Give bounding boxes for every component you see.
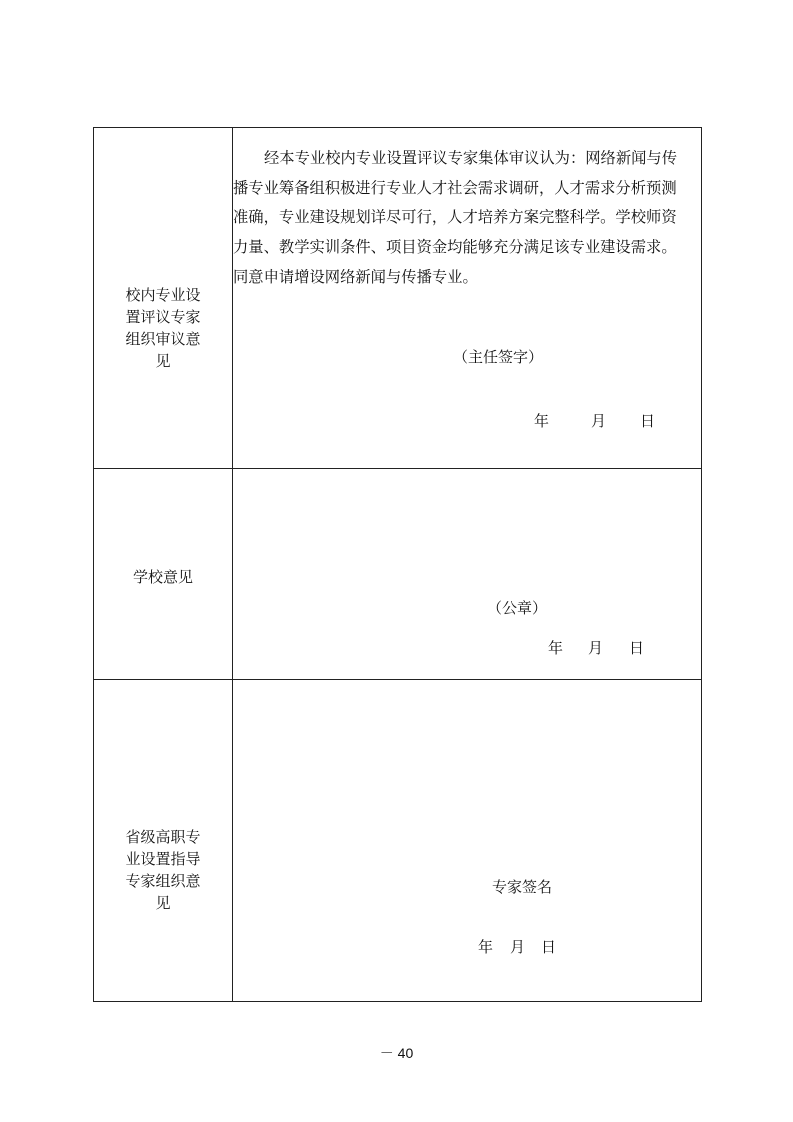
date-year: 年 bbox=[478, 938, 494, 956]
official-seal-label: （公章） bbox=[487, 599, 548, 617]
date-day: 日 bbox=[629, 639, 645, 657]
row-label-provincial-expert-opinion: 省级高职专 业设置指导 专家组织意 见 bbox=[125, 828, 201, 912]
date-month: 月 bbox=[588, 639, 604, 657]
row-label-school-expert-review: 校内专业设 置评议专家 组织审议意 见 bbox=[125, 286, 201, 370]
date-day: 日 bbox=[640, 412, 656, 430]
row-divider bbox=[94, 679, 701, 680]
date-month: 月 bbox=[510, 938, 526, 956]
row-label-school-opinion: 学校意见 bbox=[132, 568, 193, 586]
expert-signature-label: 专家签名 bbox=[492, 878, 553, 896]
date-year: 年 bbox=[534, 412, 550, 430]
opinion-form-table bbox=[93, 127, 702, 1002]
director-signature-label: （主任签字） bbox=[453, 348, 544, 366]
review-opinion-paragraph: 经本专业校内专业设置评议专家集体审议认为：网络新闻与传 播专业筹备组积极进行专业人才社会需求调研，人才需求分析预测 准确，专业建设规划详尽可行，人才培养方案完整科学。学校师资 力量、教学实训条件、项目资金均能够充分满足该专业建设需求。 同意申请增设网络新闻与传播专业。 bbox=[233, 149, 678, 286]
date-year: 年 bbox=[548, 639, 564, 657]
page-number: － 40 bbox=[379, 1045, 414, 1061]
date-month: 月 bbox=[591, 412, 607, 430]
date-day: 日 bbox=[541, 938, 557, 956]
row-divider bbox=[94, 468, 701, 469]
